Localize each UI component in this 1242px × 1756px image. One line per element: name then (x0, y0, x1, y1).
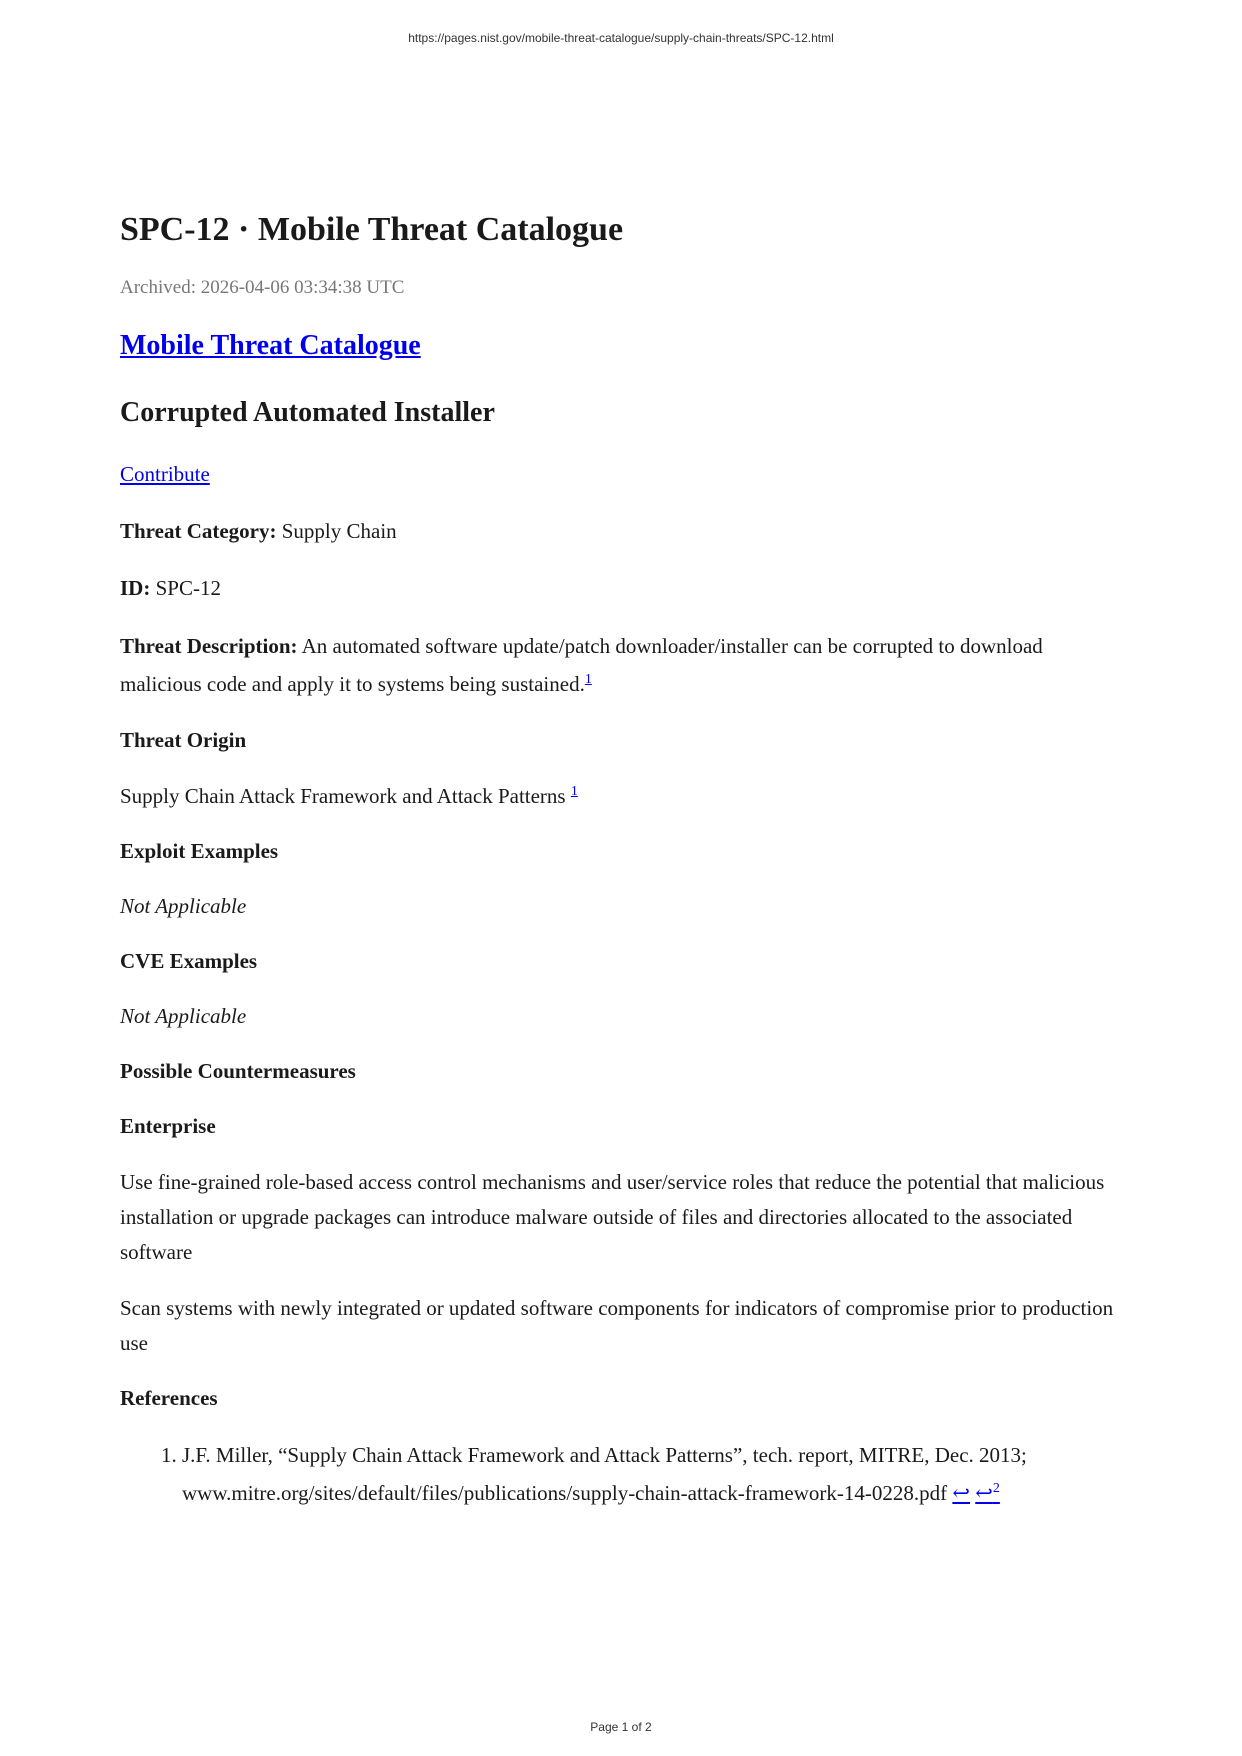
cve-examples-text: Not Applicable (120, 1003, 247, 1028)
enterprise-heading: Enterprise (120, 1113, 216, 1138)
threat-category-value: Supply Chain (281, 518, 397, 543)
exploit-examples-text: Not Applicable (120, 893, 247, 918)
reference-backlink-2[interactable] (975, 1481, 1000, 1505)
enterprise-countermeasure: Use fine-grained role-based access control mechanisms and user/service roles that reduce the potential that malicious installation or upgrade packages can introduce malware outside of files and directories allocated to the associated software (120, 1169, 1105, 1264)
origin-footnote-link[interactable]: 1 (570, 783, 578, 799)
reference-backlink-icon[interactable]: ↩ (952, 1480, 970, 1505)
document-content (120, 210, 1120, 1512)
threat-origin-heading: Threat Origin (120, 727, 247, 752)
page-number-footer: Page 1 of 2 (590, 1720, 652, 1734)
reference-backlink-2-icon: ↩ (975, 1480, 993, 1505)
enterprise-countermeasure: Scan systems with newly integrated or updated software components for indicators of compromise prior to production use (120, 1295, 1114, 1355)
threat-description (120, 627, 1120, 703)
page-url-header: https://pages.nist.gov/mobile-threat-catalogue/supply-chain-threats/SPC-12.html (408, 31, 834, 45)
threat-category (120, 514, 1120, 549)
page-title: SPC-12 · Mobile Threat Catalogue (120, 211, 624, 248)
archived-timestamp: Archived: 2026-04-06 03:34:38 UTC (120, 276, 405, 298)
cve-examples-value (120, 999, 1120, 1034)
cve-examples-heading: CVE Examples (120, 948, 258, 973)
exploit-examples-value (120, 889, 1120, 924)
threat-id-value: SPC-12 (155, 575, 221, 600)
threat-origin (120, 779, 1120, 814)
exploit-examples-heading: Exploit Examples (120, 838, 279, 863)
threat-category-label: Threat Category: (120, 518, 277, 543)
threat-name-heading: Corrupted Automated Installer (120, 397, 495, 429)
contribute-paragraph (120, 457, 1120, 492)
site-title (120, 329, 1120, 363)
references-heading: References (120, 1385, 218, 1410)
reference-item (182, 1436, 1120, 1512)
site-home-link[interactable]: Mobile Threat Catalogue (120, 329, 421, 361)
contribute-link[interactable]: Contribute (120, 461, 210, 486)
description-footnote-link[interactable]: 1 (584, 671, 592, 687)
reference-backlink-2-sup: 2 (992, 1480, 1000, 1496)
references-list (120, 1436, 1120, 1512)
countermeasures-heading: Possible Countermeasures (120, 1058, 356, 1083)
threat-description-text: An automated software update/patch downloader/installer can be corrupted to download malicious code and apply it to systems being sustained. (120, 633, 1043, 696)
threat-id-label: ID: (120, 575, 151, 600)
threat-description-label: Threat Description: (120, 633, 298, 658)
threat-id (120, 571, 1120, 606)
threat-origin-text: Supply Chain Attack Framework and Attack Patterns (120, 783, 566, 808)
reference-text: J.F. Miller, “Supply Chain Attack Framework and Attack Patterns”, tech. report, MITRE, Dec. 2013; www.mitre.org/sites/default/files/publications/supply-chain-attack-framework-14-0228.pdf (182, 1442, 1027, 1505)
